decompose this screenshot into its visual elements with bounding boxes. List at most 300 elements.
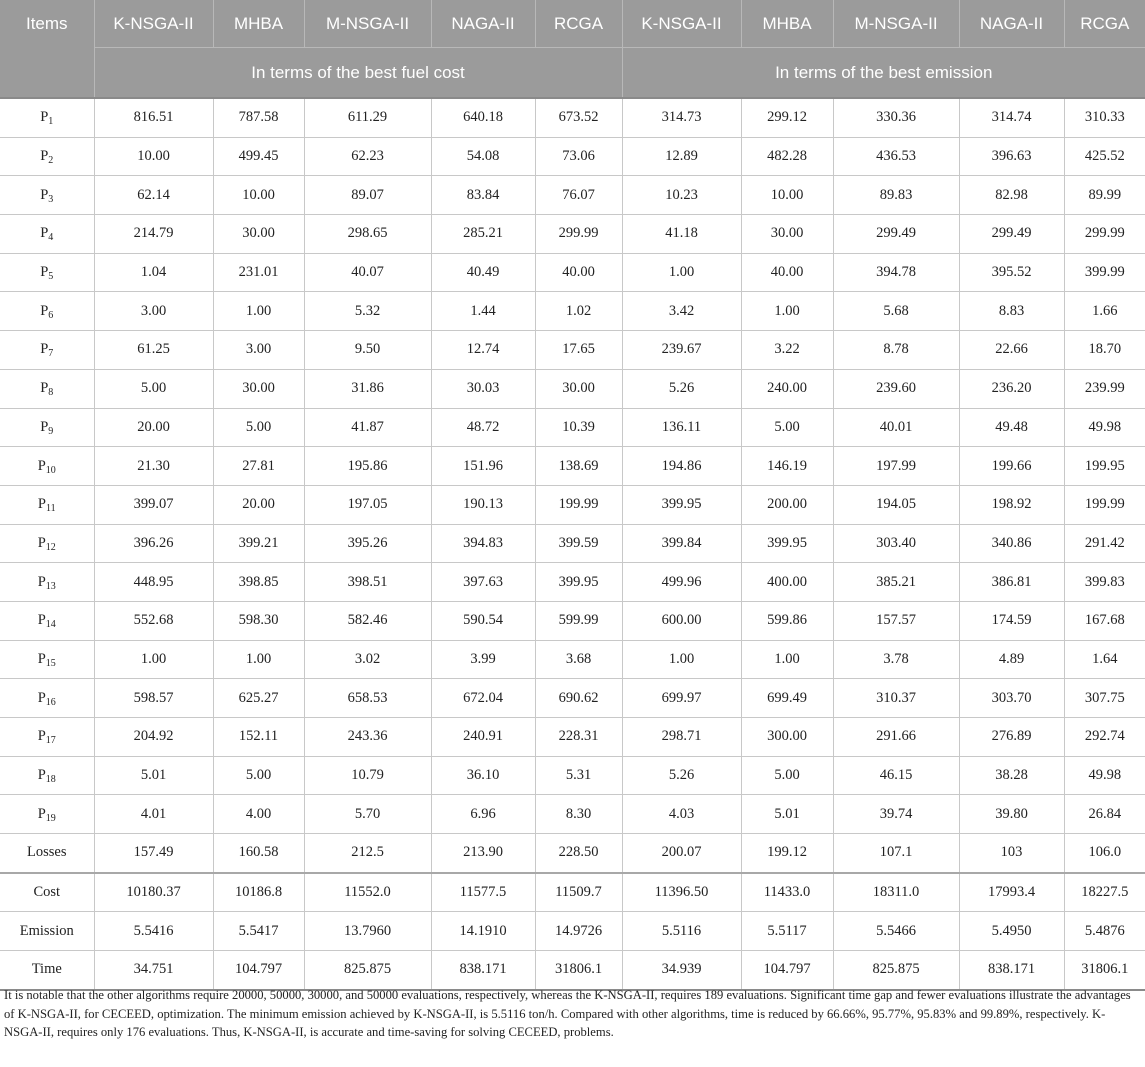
table-cell: 10.00 [213, 176, 304, 215]
table-body [0, 98, 1145, 990]
table-cell: 330.36 [833, 98, 959, 137]
table-cell: 20.00 [213, 485, 304, 524]
row-label-text: Time [31, 961, 62, 978]
table-cell: 590.54 [431, 601, 535, 640]
table-cell: 397.63 [431, 563, 535, 602]
table-cell: 4.01 [94, 795, 213, 834]
table-cell: 200.00 [741, 485, 833, 524]
table-row [0, 292, 1145, 331]
table-cell: 174.59 [959, 601, 1064, 640]
table-cell: 34.751 [94, 951, 213, 990]
row-label-subscript: 19 [45, 812, 56, 824]
table-cell: 239.60 [833, 369, 959, 408]
table-cell: 838.171 [959, 951, 1064, 990]
table-cell: 1.64 [1064, 640, 1145, 679]
row-label-text: P [37, 457, 46, 474]
table-cell: 1.00 [94, 640, 213, 679]
table-cell: 190.13 [431, 485, 535, 524]
table-cell: 40.01 [833, 408, 959, 447]
table-cell: 104.797 [741, 951, 833, 990]
col-header: NAGA-II [959, 0, 1064, 48]
table-cell: 399.83 [1064, 563, 1145, 602]
row-label-subscript: 12 [45, 541, 56, 553]
table-cell: 292.74 [1064, 718, 1145, 757]
table-cell: 46.15 [833, 756, 959, 795]
table-cell: 17.65 [535, 331, 622, 370]
table-cell: 10186.8 [213, 873, 304, 912]
table-row [0, 485, 1145, 524]
table-cell: 499.45 [213, 137, 304, 176]
table-cell: 399.95 [535, 563, 622, 602]
table-cell: 49.98 [1064, 756, 1145, 795]
table-cell: 482.28 [741, 137, 833, 176]
row-label-subscript: 13 [45, 580, 56, 592]
table-row [0, 524, 1145, 563]
row-label-subscript: 14 [45, 619, 56, 631]
table-cell: 5.5117 [741, 912, 833, 951]
table-cell: 425.52 [1064, 137, 1145, 176]
table-cell: 8.78 [833, 331, 959, 370]
table-cell: 151.96 [431, 447, 535, 486]
table-cell: 399.84 [622, 524, 741, 563]
row-label-subscript: 5 [48, 271, 54, 283]
table-cell: 49.98 [1064, 408, 1145, 447]
col-header: MHBA [741, 0, 833, 48]
table-row [0, 253, 1145, 292]
table-cell: 30.00 [213, 369, 304, 408]
row-label-subscript: 9 [48, 425, 54, 437]
group-header-emission: In terms of the best emission [622, 48, 1145, 99]
row-label-text: P [40, 186, 49, 203]
table-header [0, 0, 1145, 98]
table-row [0, 795, 1145, 834]
table-cell: 699.97 [622, 679, 741, 718]
table-cell: 582.46 [304, 601, 431, 640]
row-label [0, 601, 94, 640]
row-label-text: P [40, 418, 49, 435]
table-cell: 314.73 [622, 98, 741, 137]
table-cell: 18311.0 [833, 873, 959, 912]
table-cell: 4.89 [959, 640, 1064, 679]
table-cell: 310.37 [833, 679, 959, 718]
table-row [0, 369, 1145, 408]
row-label-text: P [37, 496, 46, 513]
table-cell: 625.27 [213, 679, 304, 718]
table-cell: 14.1910 [431, 912, 535, 951]
table-cell: 20.00 [94, 408, 213, 447]
table-cell: 5.01 [741, 795, 833, 834]
row-label-text: P [40, 341, 49, 358]
table-cell: 3.22 [741, 331, 833, 370]
table-cell: 285.21 [431, 215, 535, 254]
table-cell: 5.32 [304, 292, 431, 331]
row-label [0, 292, 94, 331]
table-cell: 214.79 [94, 215, 213, 254]
row-label-subscript: 8 [48, 387, 54, 399]
algorithm-header-row [0, 0, 1145, 48]
table-cell: 395.52 [959, 253, 1064, 292]
table-cell: 199.12 [741, 834, 833, 873]
table-cell: 611.29 [304, 98, 431, 137]
table-cell: 5.00 [213, 756, 304, 795]
group-header-row [0, 48, 1145, 99]
row-label [0, 795, 94, 834]
col-header: M-NSGA-II [833, 0, 959, 48]
table-row [0, 756, 1145, 795]
table-cell: 30.00 [213, 215, 304, 254]
table-cell: 3.00 [94, 292, 213, 331]
table-cell: 62.14 [94, 176, 213, 215]
table-cell: 12.74 [431, 331, 535, 370]
row-label [0, 756, 94, 795]
table-row [0, 951, 1145, 990]
table-cell: 17993.4 [959, 873, 1064, 912]
table-cell: 598.57 [94, 679, 213, 718]
table-cell: 39.74 [833, 795, 959, 834]
table-row [0, 176, 1145, 215]
row-label [0, 524, 94, 563]
table-cell: 54.08 [431, 137, 535, 176]
row-label-subscript: 7 [48, 348, 54, 360]
table-cell: 310.33 [1064, 98, 1145, 137]
table-cell: 231.01 [213, 253, 304, 292]
table-cell: 62.23 [304, 137, 431, 176]
table-cell: 40.00 [535, 253, 622, 292]
table-cell: 240.00 [741, 369, 833, 408]
table-cell: 5.5416 [94, 912, 213, 951]
row-label-text: P [40, 225, 49, 242]
table-cell: 1.04 [94, 253, 213, 292]
table-cell: 3.68 [535, 640, 622, 679]
table-cell: 106.0 [1064, 834, 1145, 873]
table-cell: 34.939 [622, 951, 741, 990]
table-row [0, 408, 1145, 447]
row-label-text: P [37, 534, 46, 551]
table-row [0, 718, 1145, 757]
row-label-text: P [37, 650, 46, 667]
table-row [0, 679, 1145, 718]
row-label-text: P [40, 380, 49, 397]
table-cell: 167.68 [1064, 601, 1145, 640]
table-cell: 103 [959, 834, 1064, 873]
table-cell: 3.02 [304, 640, 431, 679]
table-cell: 499.96 [622, 563, 741, 602]
table-cell: 394.78 [833, 253, 959, 292]
row-label [0, 369, 94, 408]
table-cell: 48.72 [431, 408, 535, 447]
table-cell: 138.69 [535, 447, 622, 486]
table-cell: 22.66 [959, 331, 1064, 370]
table-row [0, 447, 1145, 486]
group-header-blank [0, 48, 94, 99]
group-header-fuel-cost: In terms of the best fuel cost [94, 48, 622, 99]
table-cell: 197.99 [833, 447, 959, 486]
col-header: RCGA [1064, 0, 1145, 48]
table-cell: 89.07 [304, 176, 431, 215]
table-cell: 239.67 [622, 331, 741, 370]
table-cell: 303.40 [833, 524, 959, 563]
table-cell: 18.70 [1064, 331, 1145, 370]
table-cell: 399.59 [535, 524, 622, 563]
row-label-subscript: 1 [48, 116, 54, 128]
table-cell: 3.99 [431, 640, 535, 679]
table-cell: 212.5 [304, 834, 431, 873]
table-row [0, 834, 1145, 873]
col-header: MHBA [213, 0, 304, 48]
table-cell: 299.99 [535, 215, 622, 254]
table-cell: 340.86 [959, 524, 1064, 563]
table-cell: 396.63 [959, 137, 1064, 176]
table-cell: 39.80 [959, 795, 1064, 834]
table-cell: 1.44 [431, 292, 535, 331]
table-cell: 200.07 [622, 834, 741, 873]
col-header: K-NSGA-II [622, 0, 741, 48]
table-cell: 204.92 [94, 718, 213, 757]
table-cell: 5.5116 [622, 912, 741, 951]
table-cell: 5.26 [622, 369, 741, 408]
table-cell: 299.99 [1064, 215, 1145, 254]
table-cell: 5.70 [304, 795, 431, 834]
row-label-subscript: 2 [48, 155, 54, 167]
table-cell: 640.18 [431, 98, 535, 137]
table-cell: 5.68 [833, 292, 959, 331]
table-cell: 11552.0 [304, 873, 431, 912]
row-label [0, 718, 94, 757]
table-cell: 73.06 [535, 137, 622, 176]
row-label-subscript: 4 [48, 232, 54, 244]
table-cell: 399.95 [622, 485, 741, 524]
row-label [0, 563, 94, 602]
table-cell: 10.00 [94, 137, 213, 176]
row-label-text: P [40, 264, 49, 281]
row-label [0, 679, 94, 718]
table-cell: 5.01 [94, 756, 213, 795]
table-cell: 552.68 [94, 601, 213, 640]
table-cell: 298.65 [304, 215, 431, 254]
table-row [0, 873, 1145, 912]
table-cell: 160.58 [213, 834, 304, 873]
table-cell: 4.03 [622, 795, 741, 834]
table-cell: 228.50 [535, 834, 622, 873]
table-cell: 157.49 [94, 834, 213, 873]
table-cell: 314.74 [959, 98, 1064, 137]
table-cell: 307.75 [1064, 679, 1145, 718]
table-cell: 436.53 [833, 137, 959, 176]
table-cell: 298.71 [622, 718, 741, 757]
table-cell: 194.86 [622, 447, 741, 486]
table-cell: 8.83 [959, 292, 1064, 331]
table-cell: 40.00 [741, 253, 833, 292]
table-cell: 3.42 [622, 292, 741, 331]
table-cell: 194.05 [833, 485, 959, 524]
table-cell: 1.00 [213, 640, 304, 679]
row-label-subscript: 17 [45, 735, 56, 747]
table-cell: 5.5417 [213, 912, 304, 951]
table-cell: 10.79 [304, 756, 431, 795]
table-cell: 13.7960 [304, 912, 431, 951]
table-cell: 5.4876 [1064, 912, 1145, 951]
row-label-text: P [37, 573, 46, 590]
table-row [0, 98, 1145, 137]
row-label [0, 951, 94, 990]
col-header: K-NSGA-II [94, 0, 213, 48]
table-cell: 49.48 [959, 408, 1064, 447]
col-header: RCGA [535, 0, 622, 48]
row-label-text: P [40, 148, 49, 165]
row-label [0, 485, 94, 524]
table-cell: 5.26 [622, 756, 741, 795]
table-row [0, 912, 1145, 951]
table-cell: 21.30 [94, 447, 213, 486]
table-cell: 399.95 [741, 524, 833, 563]
table-cell: 11396.50 [622, 873, 741, 912]
row-label-subscript: 11 [45, 503, 56, 515]
table-cell: 5.00 [94, 369, 213, 408]
row-label [0, 873, 94, 912]
row-label [0, 137, 94, 176]
row-label [0, 912, 94, 951]
table-cell: 14.9726 [535, 912, 622, 951]
table-cell: 1.00 [741, 640, 833, 679]
table-cell: 599.86 [741, 601, 833, 640]
table-cell: 30.00 [741, 215, 833, 254]
table-cell: 825.875 [833, 951, 959, 990]
row-label [0, 447, 94, 486]
table-cell: 838.171 [431, 951, 535, 990]
table-cell: 36.10 [431, 756, 535, 795]
table-cell: 385.21 [833, 563, 959, 602]
table-cell: 5.00 [213, 408, 304, 447]
table-cell: 1.00 [213, 292, 304, 331]
table-cell: 243.36 [304, 718, 431, 757]
table-cell: 5.00 [741, 408, 833, 447]
row-label-text: P [40, 302, 49, 319]
row-label-subscript: 18 [45, 774, 56, 786]
table-cell: 1.02 [535, 292, 622, 331]
table-cell: 299.12 [741, 98, 833, 137]
table-cell: 299.49 [833, 215, 959, 254]
row-label-text: P [37, 612, 46, 629]
table-cell: 197.05 [304, 485, 431, 524]
table-cell: 386.81 [959, 563, 1064, 602]
table-cell: 291.66 [833, 718, 959, 757]
table-cell: 198.92 [959, 485, 1064, 524]
table-cell: 303.70 [959, 679, 1064, 718]
row-label [0, 253, 94, 292]
table-cell: 10.00 [741, 176, 833, 215]
table-cell: 30.03 [431, 369, 535, 408]
table-cell: 18227.5 [1064, 873, 1145, 912]
table-cell: 673.52 [535, 98, 622, 137]
table-cell: 3.78 [833, 640, 959, 679]
table-cell: 199.66 [959, 447, 1064, 486]
table-cell: 299.49 [959, 215, 1064, 254]
table-cell: 136.11 [622, 408, 741, 447]
table-cell: 11433.0 [741, 873, 833, 912]
table-cell: 240.91 [431, 718, 535, 757]
table-row [0, 215, 1145, 254]
table-cell: 26.84 [1064, 795, 1145, 834]
table-cell: 157.57 [833, 601, 959, 640]
table-cell: 394.83 [431, 524, 535, 563]
table-row [0, 331, 1145, 370]
table-cell: 787.58 [213, 98, 304, 137]
table-cell: 6.96 [431, 795, 535, 834]
row-label-text: Losses [27, 844, 67, 861]
table-cell: 10.23 [622, 176, 741, 215]
table-cell: 41.18 [622, 215, 741, 254]
table-cell: 825.875 [304, 951, 431, 990]
row-label-subscript: 15 [45, 657, 56, 669]
table-cell: 199.95 [1064, 447, 1145, 486]
table-cell: 690.62 [535, 679, 622, 718]
table-cell: 599.99 [535, 601, 622, 640]
table-cell: 1.00 [741, 292, 833, 331]
table-cell: 11509.7 [535, 873, 622, 912]
table-cell: 396.26 [94, 524, 213, 563]
row-label [0, 408, 94, 447]
row-label [0, 176, 94, 215]
table-cell: 600.00 [622, 601, 741, 640]
table-cell: 89.99 [1064, 176, 1145, 215]
table-cell: 5.5466 [833, 912, 959, 951]
table-cell: 31806.1 [1064, 951, 1145, 990]
table-row [0, 563, 1145, 602]
table-cell: 5.31 [535, 756, 622, 795]
table-cell: 61.25 [94, 331, 213, 370]
row-label [0, 98, 94, 137]
table-cell: 41.87 [304, 408, 431, 447]
table-cell: 213.90 [431, 834, 535, 873]
row-label-text: P [40, 109, 49, 126]
table-cell: 83.84 [431, 176, 535, 215]
table-cell: 448.95 [94, 563, 213, 602]
table-cell: 658.53 [304, 679, 431, 718]
table-cell: 816.51 [94, 98, 213, 137]
table-cell: 107.1 [833, 834, 959, 873]
row-label-subscript: 10 [45, 464, 56, 476]
row-label [0, 331, 94, 370]
table-cell: 195.86 [304, 447, 431, 486]
table-cell: 395.26 [304, 524, 431, 563]
table-cell: 672.04 [431, 679, 535, 718]
row-label [0, 640, 94, 679]
table-cell: 3.00 [213, 331, 304, 370]
table-cell: 104.797 [213, 951, 304, 990]
table-cell: 598.30 [213, 601, 304, 640]
table-cell: 300.00 [741, 718, 833, 757]
table-cell: 27.81 [213, 447, 304, 486]
table-cell: 4.00 [213, 795, 304, 834]
row-label-subscript: 6 [48, 309, 54, 321]
items-header: Items [0, 0, 94, 48]
table-cell: 40.49 [431, 253, 535, 292]
table-cell: 199.99 [535, 485, 622, 524]
table-cell: 398.51 [304, 563, 431, 602]
table-cell: 31.86 [304, 369, 431, 408]
table-cell: 1.66 [1064, 292, 1145, 331]
row-label [0, 834, 94, 873]
row-label-text: Emission [19, 922, 74, 939]
table-cell: 12.89 [622, 137, 741, 176]
table-cell: 399.07 [94, 485, 213, 524]
row-label-text: Cost [33, 884, 61, 901]
row-label [0, 215, 94, 254]
row-label-text: P [37, 689, 46, 706]
table-row [0, 640, 1145, 679]
table-cell: 30.00 [535, 369, 622, 408]
row-label-text: P [37, 805, 46, 822]
